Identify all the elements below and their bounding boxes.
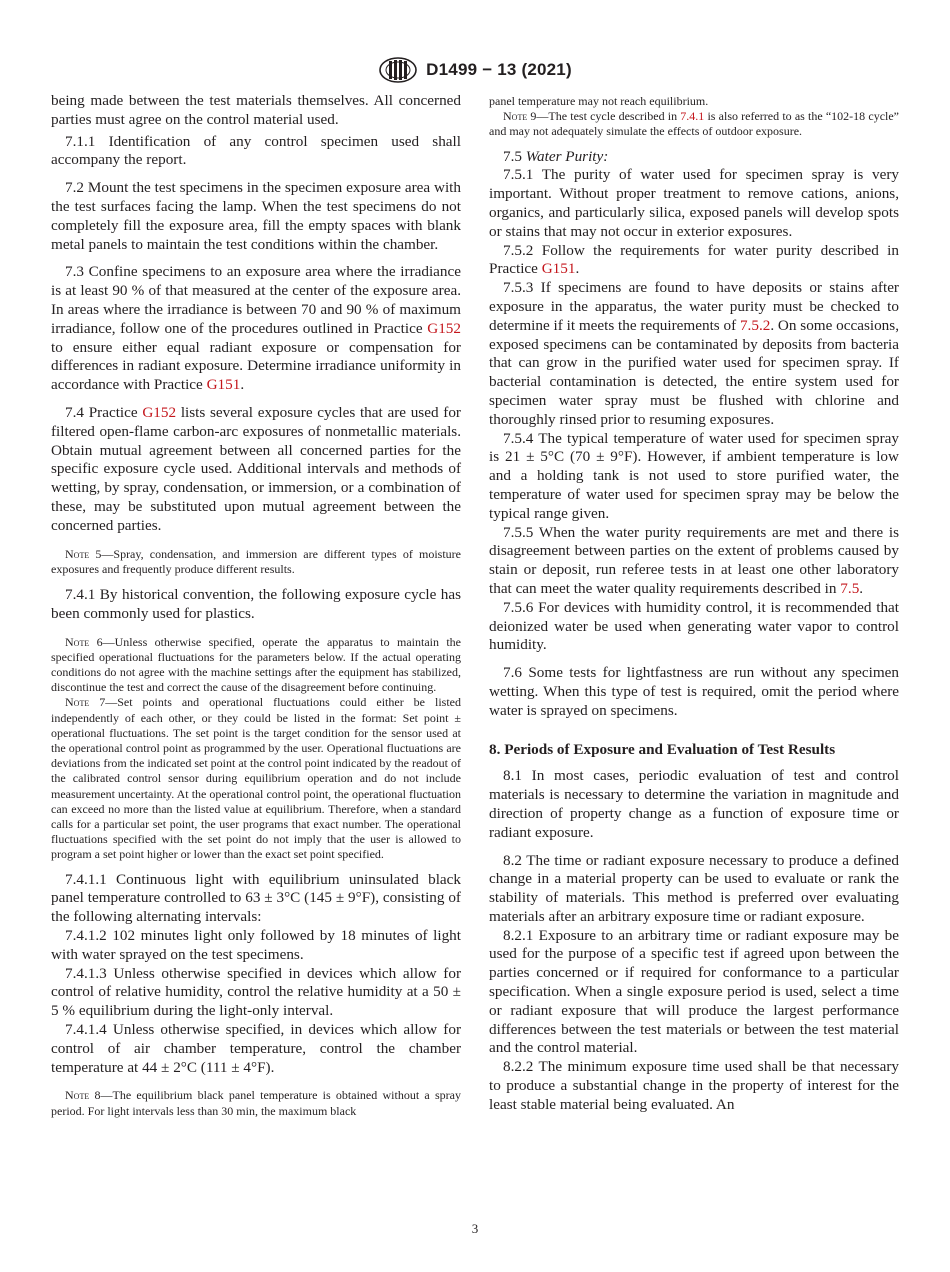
astm-logo-icon [378,56,418,84]
paragraph-7-3: 7.3 Confine specimens to an exposure area where the irradiance is at least 90 % of that measured at the center of the exposure area. In areas where the irradiance is between 70 and 90 % of maximum irradiance, follow one of the procedures outlined in Practice G152 to ensure either equal radiant exposure or compensation for differences in radiant exposure. Determine irradiance uniformity in accordance with Practice G151. [51,263,461,394]
note-9: Note 9—The test cycle described in 7.4.1 is also referred to as the “102-18 cycle” and may not adequately simulate the effects of outdoor exposure. [489,109,900,139]
heading-7-5: 7.5 Water Purity: [503,147,609,165]
note-6: Note 6—Unless otherwise specified, operate the apparatus to maintain the specified operational fluctuations for the parameters below. If the actual operating conditions do not agree with the machine settings after the equipment has stabilized, discontinue the test and correct the cause of the disagreement before continuing. [51,634,461,695]
page-number: 3 [471,1221,479,1236]
right-column [489,94,899,1115]
section-8-heading: 8. Periods of Exposure and Evaluation of Test Results [489,740,836,758]
link-7-5[interactable]: 7.5 [840,579,860,597]
paragraph-8-2-1: 8.2.1 Exposure to an arbitrary time or radiant exposure may be used for the purpose of a specific test if agreed upon between the parties concerned or if required for conformance to a particular specification. When a single exposure period is used, select a time or radiant exposure that will produce the largest performance differences between the test materials or between the test material and the control material. [489,926,899,1057]
paragraph-7-5-6: 7.5.6 For devices with humidity control, it is recommended that deionized water be used when generating water vapor to control humidity. [489,598,899,654]
note-7: Note 7—Set points and operational fluctuations could either be listed independently of each other, or they could be listed in the format: Set point ± operational fluctuations. The set point is the target condition for the sensor used at the operational control point as programmed by the user. Operational fluctuations are deviations from the indicated set point at the control point indicated by the readout of the calibrated control sensor during equilibrium operation and do not include measurement uncertainty. At the operational control point, the operational fluctuation can exceed no more than the listed value at equilibrium. Therefore, when a standard calls for a particular set point, the user programs that exact number. The operational fluctuations specified with the set point do not imply that the user is allowed to program a set point higher or lower than the exact set point specified. [51,695,461,862]
note-5: Note 5—Spray, condensation, and immersion are different types of moisture exposures and frequently produce different results. [51,546,461,576]
note-8-continued: panel temperature may not reach equilibrium. [489,94,709,108]
link-7-4-1[interactable]: 7.4.1 [680,109,705,124]
paragraph-7-5-1: 7.5.1 The purity of water used for specimen spray is very important. Without proper treatment to remove cations, anions, organics, and particularly silica, exposed panels will develop spots or stains that may not occur in exterior exposures. [489,166,899,240]
link-7-5-2[interactable]: 7.5.2 [739,316,771,334]
paragraph-7-6: 7.6 Some tests for lightfastness are run without any specimen wetting. When this type of test is required, omit the period where water is sprayed on specimens. [489,664,899,719]
link-g152[interactable]: G152 [142,403,177,421]
link-g152[interactable]: G152 [427,319,461,337]
paragraph-7-1-1: 7.1.1 Identification of any control specimen used shall accompany the report. [51,132,461,169]
paragraph-7-2: 7.2 Mount the test specimens in the specimen exposure area with the test surfaces facing the lamp. When the test specimens do not completely fill the exposure area, fill the empty spaces with blank metal panels to maintain the test conditions within the chamber. [51,179,461,253]
paragraph-7-4-1: 7.4.1 By historical convention, the following exposure cycle has been commonly used for plastics. [51,585,461,622]
link-g151[interactable]: G151 [206,376,241,394]
paragraph-7-5-3: 7.5.3 If specimens are found to have deposits or stains after exposure in the apparatus, the water purity must be checked to determine if it meets the requirements of 7.5.2. On some occasions, exposed specimens can be contaminated by deposits from bacteria that can grow in the purified water used for specimen spray. If bacterial contamination is detected, the entire system used for specimen water spray must be flushed with chlorine and thoroughly rinsed prior to resuming exposures. [489,279,899,428]
left-column [51,92,461,1119]
link-g151[interactable]: G151 [541,260,576,278]
note-8: Note 8—The equilibrium black panel temperature is obtained without a spray period. For light intervals less than 30 min, the maximum black [51,1088,462,1118]
paragraph-7-4-1-2: 7.4.1.2 102 minutes light only followed by 18 minutes of light with water sprayed on the test specimens. [51,926,461,963]
paragraph-7-4-1-1: 7.4.1.1 Continuous light with equilibrium uninsulated black panel temperature controlled to 63 ± 3°C (145 ± 9°F), consisting of the following alternating intervals: [51,870,461,926]
paragraph-7-4-1-4: 7.4.1.4 Unless otherwise specified, in devices which allow for control of air chamber temperature, control the chamber temperature at 44 ± 2°C (111 ± 4°F). [51,1020,461,1076]
paragraph-8-1: 8.1 In most cases, periodic evaluation of test and control materials is necessary to determine the variation in magnitude and direction of property change as a function of exposure time or radiant exposure. [489,767,899,841]
paragraph-7-4-1-3: 7.4.1.3 Unless otherwise specified in devices which allow for control of relative humidity, control the relative humidity at a 50 ± 5 % equilibrium during the light-only interval. [51,964,461,1020]
document-designation: D1499 − 13 (2021) [426,60,572,79]
paragraph-7-4: 7.4 Practice G152 lists several exposure cycles that are used for filtered open-flame carbon-arc exposures of nonmetallic materials. Obtain mutual agreement between all concerned parties for the specific exposure cycle used. Additional intervals and methods of wetting, by spray, condensation, or immersion, or a combination of these, may be substituted upon mutual agreement between the concerned parties. [51,403,461,534]
paragraph-7-5-2: 7.5.2 Follow the requirements for water purity described in Practice G151. [489,241,899,278]
paragraph-8-2: 8.2 The time or radiant exposure necessary to produce a defined change in a material property can be used to evaluate or rank the stability of materials. This method is preferred over evaluating materials after an arbitrary exposure time or radiant exposure. [489,851,899,925]
page-header [0,54,950,86]
paragraph-7-5-5: 7.5.5 When the water purity requirements are met and there is disagreement between parties on the extent of problems caused by stain or deposit, run referee tests in at least one other laboratory that can meet the water quality requirements described in 7.5. [489,523,899,597]
paragraph-7-5-4: 7.5.4 The typical temperature of water used for specimen spray is 21 ± 5°C (70 ± 9°F). However, if ambient temperature is low and a holding tank is not used to store purified water, the temperature of water used for specimen spray may be below the typical range given. [489,429,899,522]
paragraph-8-2-2: 8.2.2 The minimum exposure time used shall be that necessary to produce a substantial change in the property of interest for the least stable material being evaluated. An [489,1058,899,1113]
paragraph-7-1-cont: being made between the test materials themselves. All concerned parties must agree on the control material used. [51,92,461,128]
